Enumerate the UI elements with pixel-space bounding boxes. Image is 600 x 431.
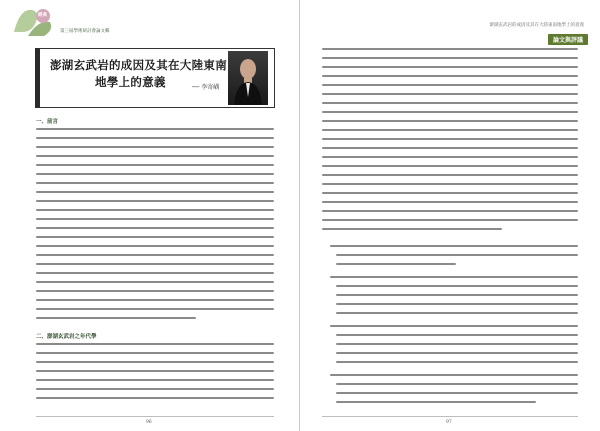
author-photo bbox=[228, 51, 268, 105]
page-number-right: 97 bbox=[446, 420, 452, 425]
journal-name: 第三屆學術研討會論文輯 bbox=[60, 29, 110, 34]
article-title-box bbox=[35, 48, 275, 108]
page-number-left: 96 bbox=[146, 420, 152, 425]
section-badge: 論文與評議 bbox=[548, 34, 588, 45]
footer-rule-left bbox=[36, 416, 274, 417]
article-title-line-1: 澎湖玄武岩的成因及其在大陸東南 bbox=[50, 58, 227, 72]
heading-introduction: 一、前言 bbox=[36, 119, 59, 125]
logo-label: 經典 bbox=[38, 13, 47, 18]
heading-section-2: 二、澎湖玄武岩之年代學 bbox=[36, 334, 97, 340]
running-header: 澎湖玄武岩的成因及其在大陸東南地學上的意義 bbox=[489, 23, 584, 28]
right-page bbox=[300, 0, 600, 431]
journal-logo bbox=[10, 2, 56, 42]
logo-emblem bbox=[10, 2, 56, 42]
author-portrait bbox=[228, 51, 268, 105]
author-name: ── 李寄嵎 bbox=[192, 84, 220, 91]
footer-rule-right bbox=[322, 416, 578, 417]
article-title-line-2: 地學上的意義 bbox=[95, 75, 166, 89]
